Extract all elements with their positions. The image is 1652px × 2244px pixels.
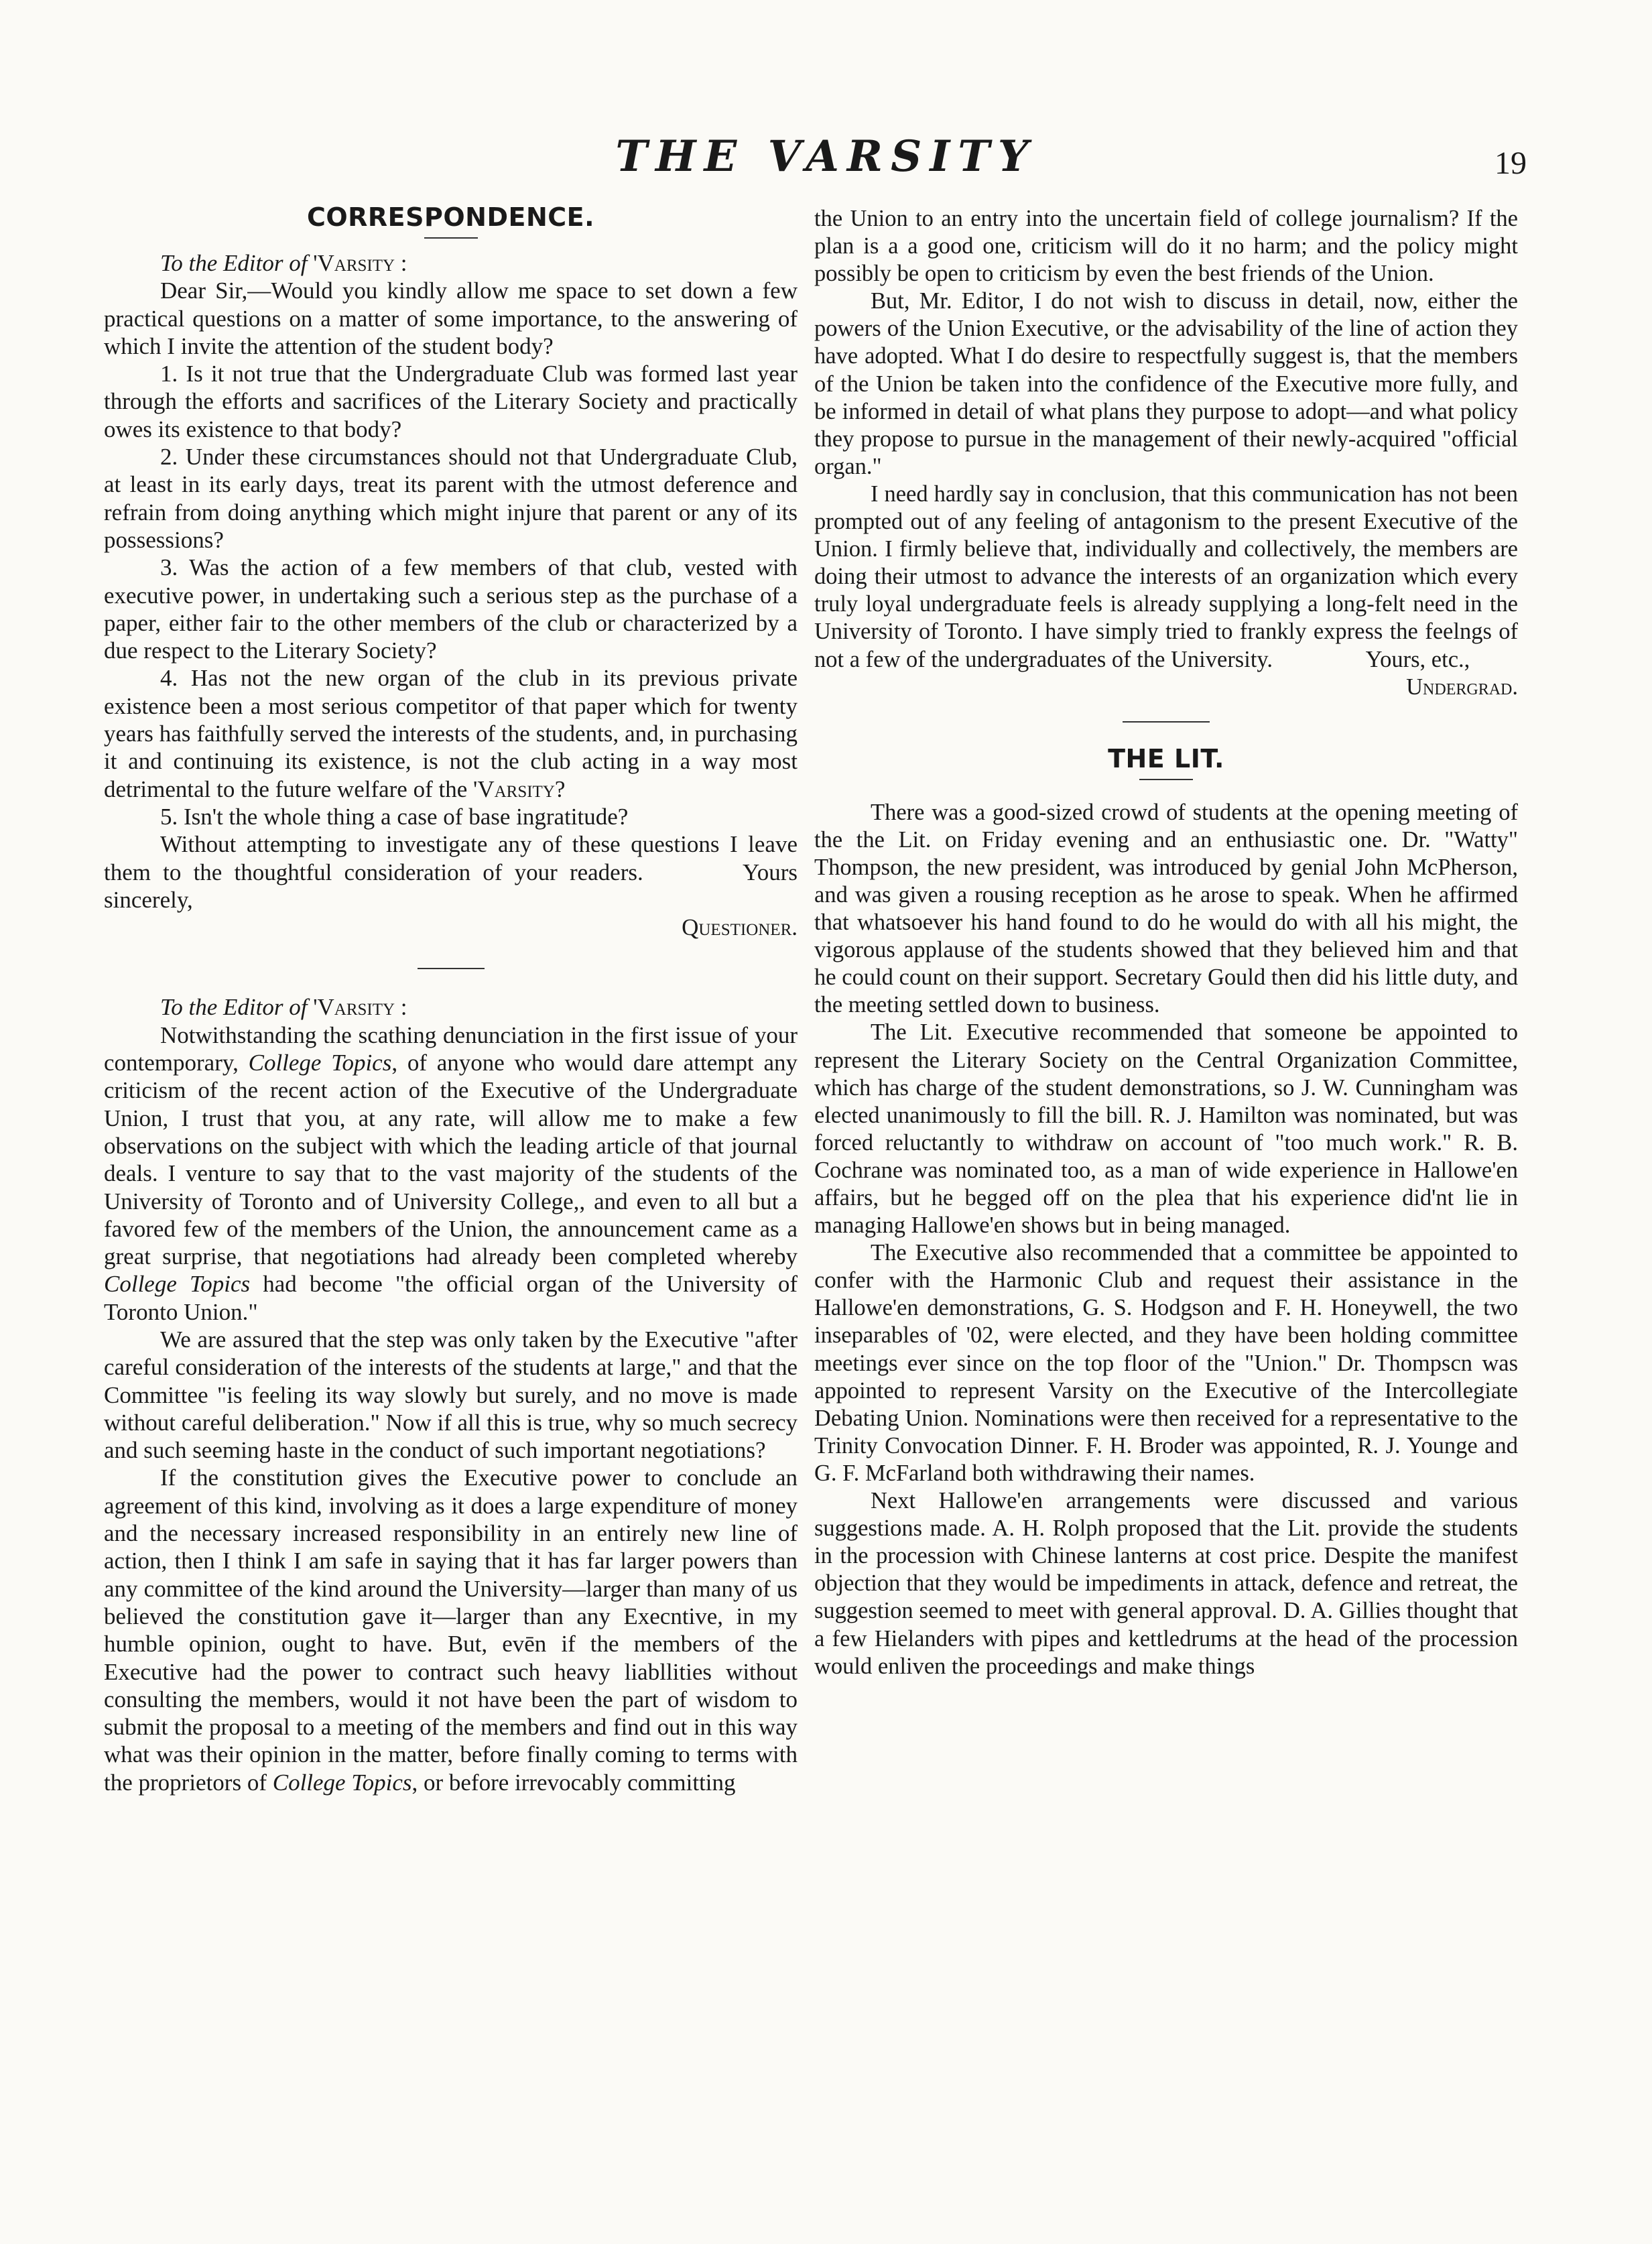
letter2-paragraph-1 xyxy=(104,1021,798,1326)
letter1-question-2: 2. Under these circumstances should not that Undergraduate Club, at least in its early days, treat its parent with the utmost deference and refrain from doing anything which might injure that parent or any of its possessions? xyxy=(104,444,798,553)
text-run: had become "the official organ of the University of Toronto Union." xyxy=(104,1271,798,1325)
letter1-salutation xyxy=(104,249,798,277)
divider-rule xyxy=(418,968,485,969)
publication-name: College Topics xyxy=(104,1271,251,1298)
letter2-signature: Undergrad. xyxy=(1406,674,1518,700)
divider-rule xyxy=(424,237,478,239)
text-run: If the constitution gives the Executive power to conclude an agreement of this kind, involving as it does a large expenditure of money and the necessary increased responsibility in an entirely new line of action, then I think I am safe in saying that it has far larger powers than any committee of the kind around the University—larger than many of us believed the constitution gave it—larger than any Execntive, in my humble opinion, ought to have. But, evēn if the members of the Executive had the power to contract such heavy liabllities without consulting the members, would it not have been the part of wisdom to submit the proposal to a meeting of the members and find out in this way what was their opinion in the matter, before finally coming to terms with the proprietors of xyxy=(104,1464,798,1796)
letter2-paragraph-4: But, Mr. Editor, I do not wish to discuss in detail, now, either the powers of the Union Executive, or the advisability of the line of action they have adopted. What I do desire to respectfully suggest is, that the members of the Union be taken into the confidence of the Executive more fully, and be informed in detail of what plans they purpose to adopt—and what policy they propose to pursue in the management of their newly-acquired "official organ." xyxy=(814,288,1518,479)
question-4-paper: 'Varsity? xyxy=(473,775,566,802)
letter1-closing xyxy=(104,830,798,914)
letter1-question-3: 3. Was the action of a few members of that club, vested with executive power, in undertaking such a serious step as the purchase of a paper, either fair to the other members of the club or characterized by a due respect to the Literary Society? xyxy=(104,554,798,664)
closing-text: I need hardly say in conclusion, that this communication has not been prompted out of any feeling of antagonism to the present Executive of the Union. I firmly believe that, individually and collectively, the members are doing their utmost to advance the interests of an organization which every truly loyal undergraduate feels is already supplying a long-felt need in the University of Toronto. I have simply tried to frankly express the feelngs of not a few of the undergraduates of the University. xyxy=(814,481,1518,672)
letter1-intro: Dear Sir,—Would you kindly allow me space to set down a few practical questions on a matter of some importance, to the answering of which I invite the attention of the student body? xyxy=(104,277,798,359)
lit-paragraph-3: The Executive also recommended that a committee be appointed to confer with the Harmonic Club and request their assistance in the Hallowe'en demonstrations, G. S. Hodgson and F. H. Honeywell, the two inseparables of '02, were elected, and they have been holding committee meetings ever since on the top floor of the "Union." Dr. Thompscn was appointed to represent Varsity on the Executive of the Intercollegiate Debating Union. Nominations were then received for a representative to the Trinity Convocation Dinner. F. H. Broder was appointed, R. J. Younge and G. F. McFarland both withdrawing their names. xyxy=(814,1240,1518,1486)
letter2-salutation xyxy=(104,993,798,1021)
letter1-signature: Questioner. xyxy=(682,914,798,941)
text-run: the Union to an entry into the uncertain field of college journalism? If the plan is a a good one, criticism will do it no harm; and the policy might possibly be open to criticism by even the best friends of the Union. xyxy=(814,206,1518,287)
lit-paragraph-1: There was a good-sized crowd of students at the opening meeting of the the Lit. on Friday evening and an enthusiastic one. Dr. "Watty" Thompson, the new president, was introduced by genial John McPherson, and was given a rousing reception as he arose to speak. When he affirmed that whatsoever his hand found to do he would do with all his might, the vigorous applause of the students showed that they believed him and that he could count on their support. Secretary Gould then did his little duty, and the meeting settled down to business. xyxy=(814,799,1518,1018)
masthead-title: THE VARSITY xyxy=(615,131,1037,182)
lit-paragraph-2: The Lit. Executive recommended that someone be appointed to represent the Literary Society on the Central Organization Committee, which has charge of the student demonstrations, so J. W. Cunningham was elected unanimously to fill the bill. R. J. Hamilton was nominated, but was forced reluctantly to withdraw on account of "too much work." R. B. Cochrane was nominated too, as a man of wide experience in Hallowe'en affairs, but he begged off on the plea that his experience did'nt lie in managing Hallowe'en shows but in being managed. xyxy=(814,1019,1518,1239)
closing-yours: Yours, etc., xyxy=(1365,646,1470,672)
right-column xyxy=(814,205,1518,1680)
letter2-paragraph-5 xyxy=(814,481,1518,674)
publication-name: College Topics xyxy=(248,1050,392,1076)
divider-rule xyxy=(1123,721,1210,723)
letter2-paragraph-2: We are assured that the step was only taken by the Executive "after careful consideration of the interests of the students at large," and that the Committee "is feeling its way slowly but surely, and no move is made without careful deliberation." Now if all this is true, why so much secrecy and such seeming haste in the conduct of such important negotiations? xyxy=(104,1326,798,1464)
text-run: , or before irrevocably committing xyxy=(411,1769,736,1796)
salutation-text: To the Editor of xyxy=(160,994,314,1021)
left-column xyxy=(104,201,798,1796)
letter2-paragraph-3 xyxy=(104,1464,798,1796)
letter1-question-1: 1. Is it not true that the Undergraduate Club was formed last year through the efforts and sacrifices of the Literary Society and practically owes its existence to that body? xyxy=(104,361,798,442)
text-run: , of anyone who would dare attempt any criticism of the recent action of the Executive of the Undergraduate Union, I trust that you, at any rate, will allow me to make a few observations on the subject with which the leading article of that journal deals. I venture to say that to the vast majority of the students of the University of Toronto and of University College,, and even to all but a favored few of the members of the Union, the announcement came as a great surprise, that negotiations had already been completed whereby xyxy=(104,1050,798,1270)
salutation-text: To the Editor of xyxy=(160,250,314,276)
lit-heading: THE LIT. xyxy=(1108,743,1224,773)
salutation-paper: 'Varsity : xyxy=(313,250,407,276)
question-4-text: 4. Has not the new organ of the club in its previous private existence been a most serious competitor of that paper which for twenty years has faithfully served the interests of the students, and, in purchasing it and continuing its existence, is not the club acting in a way most detrimental to the future welfare of the xyxy=(104,665,798,802)
correspondence-heading: CORRESPONDENCE. xyxy=(306,202,595,232)
letter2-paragraph-3-continued xyxy=(814,205,1518,288)
closing-text: Without attempting to investigate any of these questions I leave them to the thoughtful consideration of your readers. xyxy=(104,831,798,885)
divider-rule xyxy=(1139,779,1193,780)
page-number: 19 xyxy=(1495,145,1527,181)
letter1-question-5: 5. Isn't the whole thing a case of base ingratitude? xyxy=(160,803,629,830)
salutation-paper: 'Varsity : xyxy=(313,994,407,1021)
text-run: Notwithstanding the scathing denunciation in the first issue of your contemporary, xyxy=(104,1021,798,1076)
lit-paragraph-4: Next Hallowe'en arrangements were discussed and various suggestions made. A. H. Rolph proposed that the Lit. provide the students in the procession with Chinese lanterns at cost price. Despite the manifest objection that they would be impediments in attack, defence and retreat, the suggestion seemed to meet with general approval. D. A. Gillies thought that a few Hielanders with pipes and kettledrums at the head of the procession would enliven the proceedings and make things xyxy=(814,1488,1518,1679)
publication-name: College Topics xyxy=(272,1769,412,1796)
closing-yours: Yours sincerely, xyxy=(104,859,798,913)
letter1-question-4 xyxy=(104,664,798,802)
